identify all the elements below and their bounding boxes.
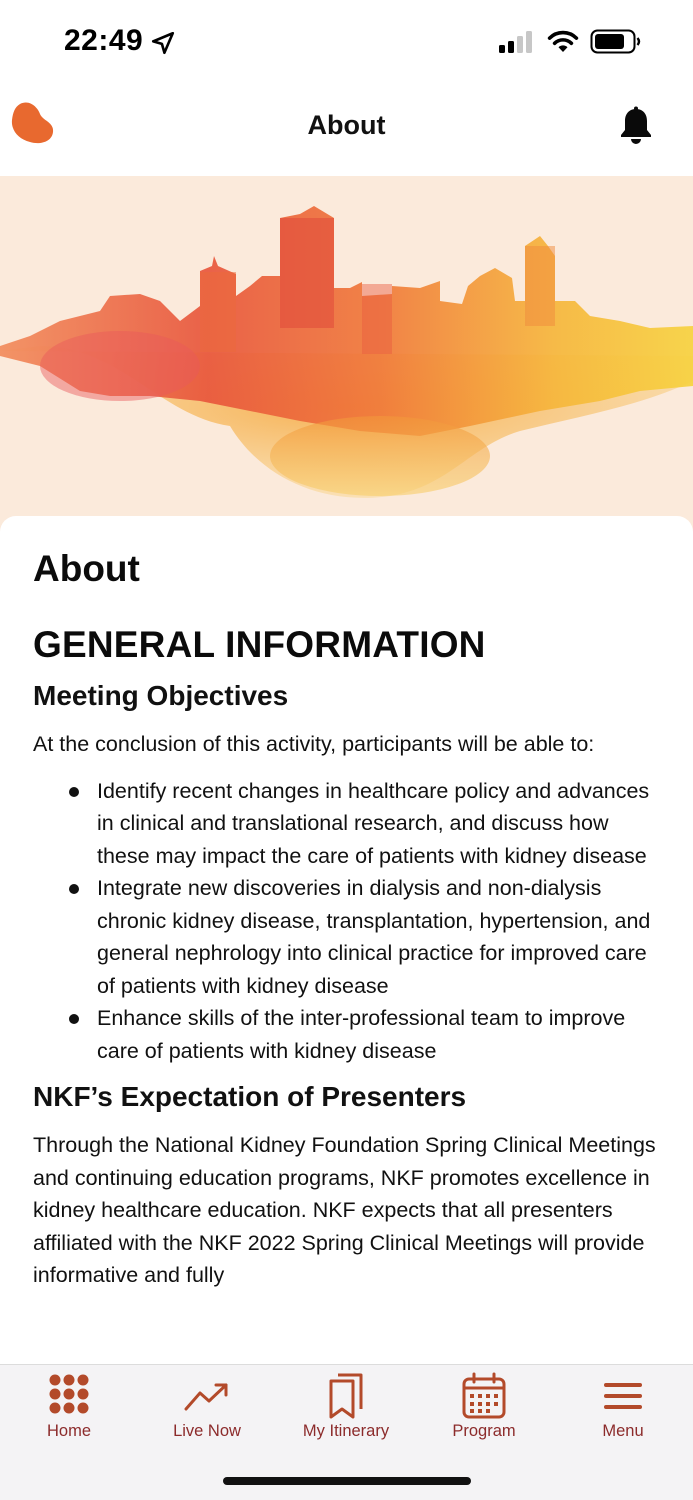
trending-up-icon	[182, 1371, 232, 1421]
tab-program[interactable]	[415, 1365, 553, 1455]
tab-menu[interactable]	[554, 1365, 692, 1455]
location-arrow-icon	[150, 30, 176, 56]
list-item: Integrate new discoveries in dialysis and non-dialysis chronic kidney disease, transplantation, hypertension, and general nephrology into clinical practice for improved care of patients with kidney disease	[97, 872, 660, 1002]
tab-my-itinerary-label: My Itinerary	[302, 1422, 390, 1440]
expectation-heading: NKF’s Expectation of Presenters	[33, 1081, 467, 1112]
home-indicator[interactable]	[223, 1477, 471, 1485]
tab-live-now-label: Live Now	[173, 1422, 241, 1440]
header-title: About	[307, 110, 386, 140]
section-heading-general-information: GENERAL INFORMATION	[33, 624, 486, 665]
status-time: 22:49	[64, 24, 144, 57]
hamburger-menu-icon	[598, 1371, 648, 1421]
tab-live-now[interactable]	[138, 1365, 276, 1455]
list-item: Enhance skills of the inter-professional team to improve care of patients with kidney disease	[97, 1002, 660, 1067]
hero-skyline-image	[0, 176, 693, 546]
tab-menu-label: Menu	[602, 1422, 644, 1440]
tab-home-label: Home	[46, 1422, 91, 1440]
tab-my-itinerary[interactable]	[277, 1365, 415, 1455]
status-bar	[0, 0, 693, 84]
notification-bell-icon[interactable]	[618, 106, 654, 146]
tab-program-label: Program	[452, 1422, 516, 1440]
about-content	[0, 516, 693, 1364]
page-heading: About	[33, 548, 140, 589]
tab-home[interactable]	[0, 1365, 138, 1455]
objectives-intro: At the conclusion of this activity, participants will be able to:	[33, 732, 595, 756]
grid-dots-icon	[44, 1371, 94, 1421]
wifi-icon	[546, 28, 580, 54]
battery-icon	[590, 29, 642, 54]
app-header	[0, 84, 693, 176]
calendar-icon	[459, 1371, 509, 1421]
list-item: Identify recent changes in healthcare policy and advances in clinical and translational research, and discuss how these may impact the care of patients with kidney disease	[97, 775, 660, 873]
cellular-signal-icon	[498, 30, 536, 54]
bookmarks-icon	[321, 1371, 371, 1421]
meeting-objectives-heading: Meeting Objectives	[33, 680, 289, 711]
expectation-body: Through the National Kidney Foundation Spring Clinical Meetings and continuing education programs, NKF promotes excellence in kidney healthcare education. NKF expects that all presenters affiliated with the NKF 2022 Spring Clinical Meetings will provide informative and fully	[33, 1133, 656, 1287]
objectives-list	[33, 775, 660, 1068]
